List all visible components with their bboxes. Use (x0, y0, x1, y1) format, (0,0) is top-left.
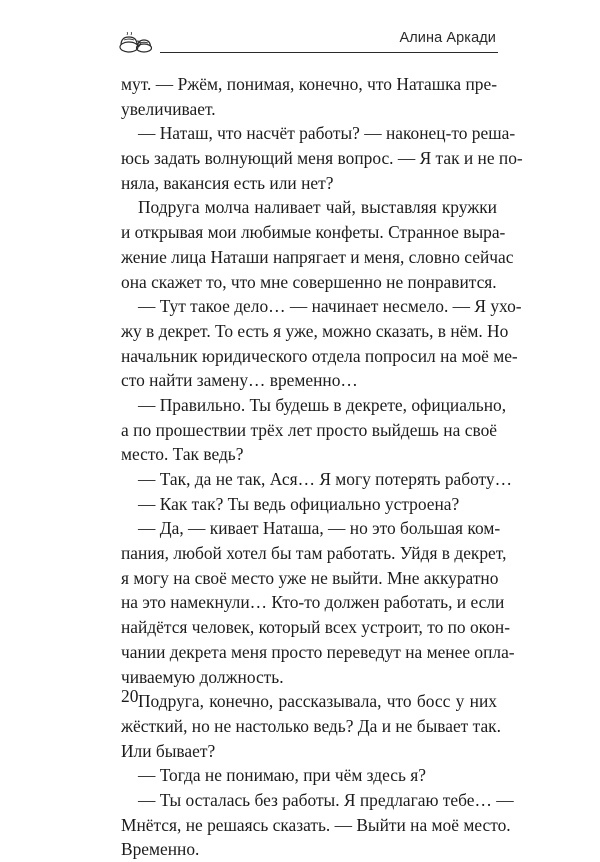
text-line: жёсткий, но не настолько ведь? Да и не бывает так. (121, 715, 501, 736)
paragraph (121, 393, 507, 467)
paragraph (121, 516, 515, 689)
text-line: на это намекнули… Кто-то должен работать, и если (121, 592, 505, 613)
body-text (121, 72, 523, 862)
text-line: жение лица Наташи напрягает и меня, словно сейчас (121, 246, 514, 267)
text-line: чиваемую должность. (121, 666, 284, 687)
paragraph (121, 788, 514, 862)
text-line: Подруга, конечно, рассказывала, что босс у них (138, 691, 497, 712)
tea-cups-icon (118, 32, 154, 54)
paragraph (121, 72, 497, 121)
text-line: — Тут такое дело… — начинает несмело. — Я ухо- (138, 296, 522, 317)
text-line: — Да, — кивает Наташа, — но это большая ком- (138, 518, 501, 539)
text-line: няла, вакансия есть или нет? (121, 172, 334, 193)
paragraph (121, 763, 497, 788)
running-header (118, 30, 498, 60)
text-line: мут. — Ржём, понимая, конечно, что Наташка пре- (121, 74, 497, 94)
text-line: — Как так? Ты ведь официально устроена? (138, 493, 460, 514)
text-line: место. Так ведь? (121, 444, 244, 465)
text-line: найдётся человек, который всех устроит, то по окон- (121, 617, 511, 638)
text-line: — Тогда не понимаю, при чём здесь я? (138, 765, 426, 786)
text-line: жу в декрет. То есть я уже, можно сказать, в нём. Но (121, 320, 509, 341)
text-line: она скажет то, что мне совершенно не понравится. (121, 271, 497, 292)
paragraph (121, 689, 501, 763)
text-line: — Наташ, что насчёт работы? — наконец-то реша- (138, 123, 516, 144)
header-rule (160, 52, 498, 53)
text-line: Мнётся, не решаясь сказать. — Выйти на моё место. (121, 814, 511, 835)
paragraph (121, 492, 497, 517)
text-line: я могу на своё место уже не выйти. Мне аккуратно (121, 567, 499, 588)
page-number: 20 (121, 686, 139, 706)
text-line: чании декрета меня просто переведут на менее опла- (121, 641, 515, 662)
paragraph (121, 195, 514, 294)
paragraph (121, 467, 513, 492)
text-line: сто найти замену… временно… (121, 370, 358, 391)
text-line: — Правильно. Ты будешь в декрете, официально, (138, 394, 507, 415)
text-line: — Так, да не так, Ася… Я могу потерять работу… (138, 469, 513, 489)
text-line: а по прошествии трёх лет просто выйдешь на своё (121, 419, 497, 440)
text-line: Подруга молча наливает чай, выставляя кружки (138, 197, 497, 218)
text-line: и открывая мои любимые конфеты. Странное выра- (121, 222, 506, 243)
paragraph (121, 294, 522, 393)
text-line: Временно. (121, 839, 200, 860)
paragraph (121, 121, 523, 195)
text-line: Или бывает? (121, 740, 216, 761)
text-line: начальник юридического отдела попросил на моё ме- (121, 345, 518, 366)
author-name: Алина Аркади (399, 30, 496, 46)
text-line: увеличивает. (121, 98, 216, 119)
text-line: — Ты осталась без работы. Я предлагаю тебе… — (138, 789, 514, 810)
text-line: пания, любой хотел бы там работать. Уйдя в декрет, (121, 543, 507, 564)
text-line: юсь задать волнующий меня вопрос. — Я так и не по- (121, 148, 523, 169)
